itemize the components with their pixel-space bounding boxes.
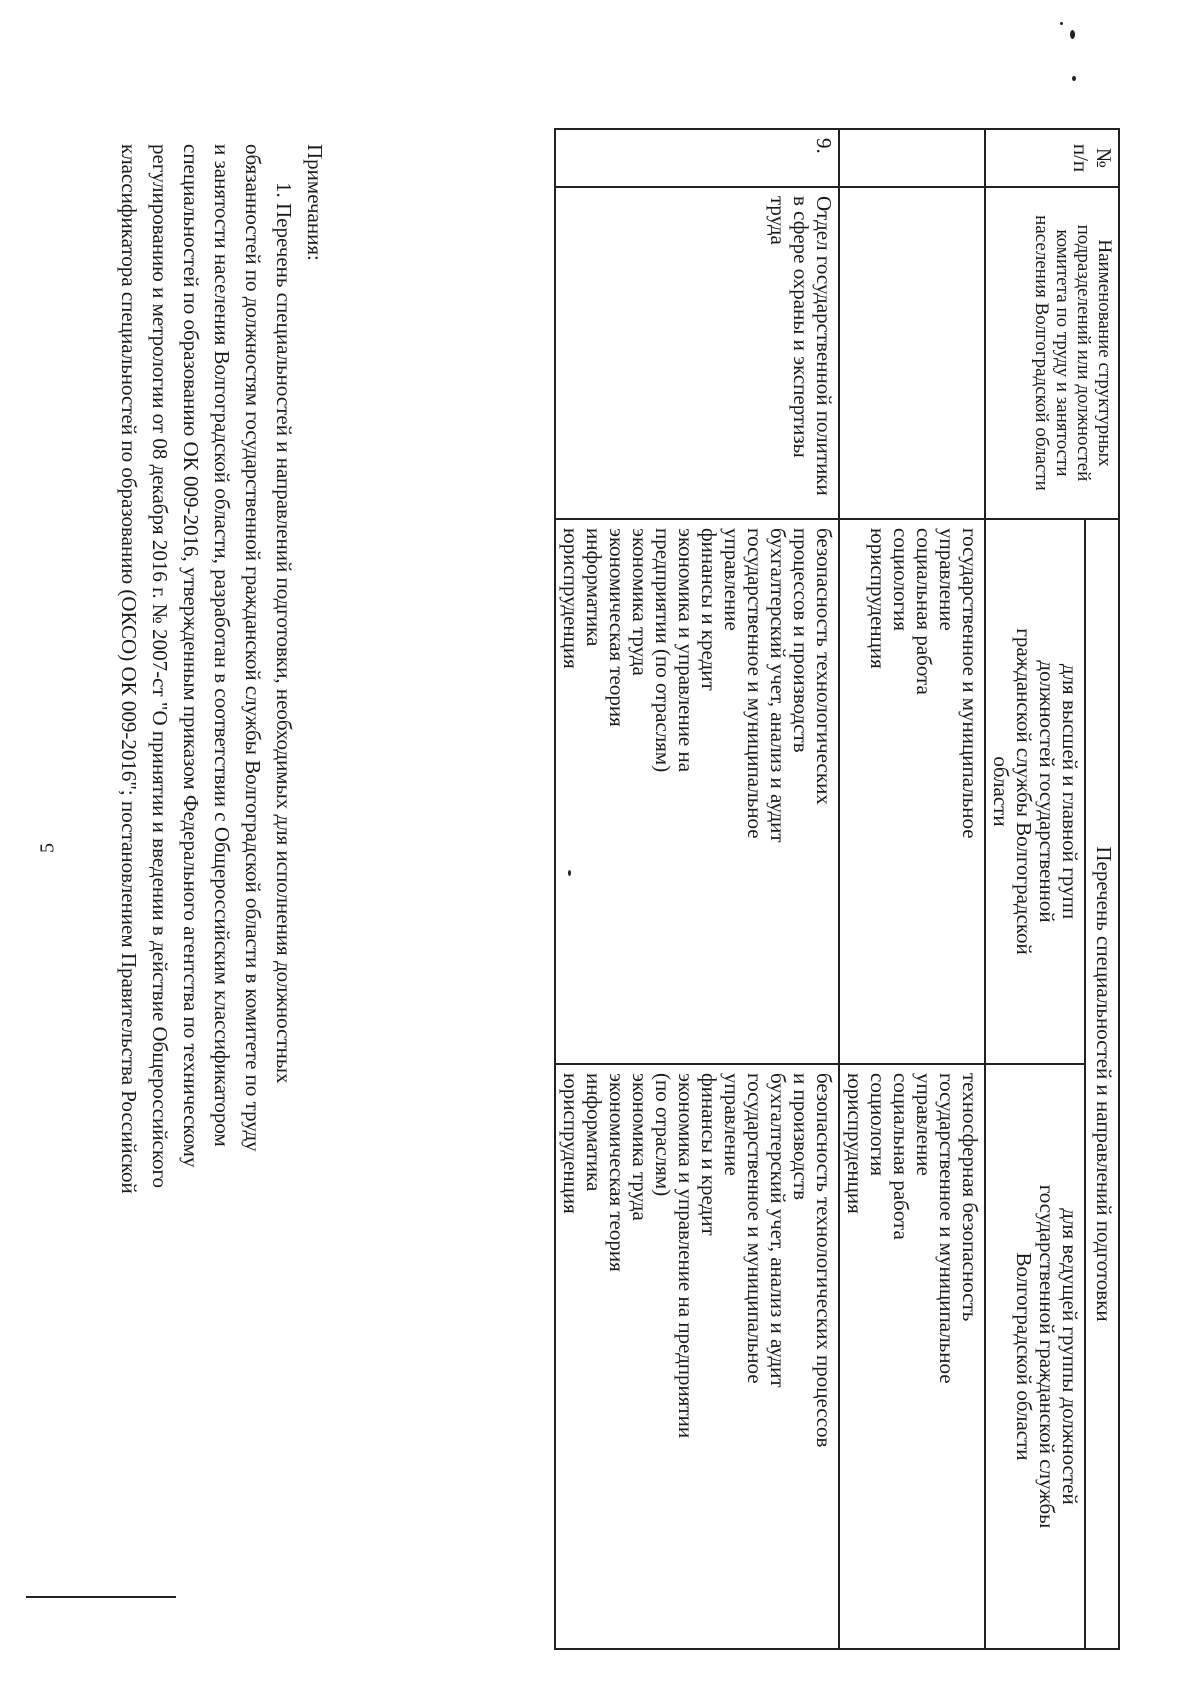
scan-speck	[1060, 22, 1063, 25]
specialties-table	[554, 128, 1120, 1650]
table-row	[839, 129, 985, 1649]
notes-section	[113, 144, 330, 1574]
specialty-item: экономическая теория	[605, 528, 629, 727]
specialty-item: юриспруденция	[559, 1073, 583, 1214]
note-text-line: обязанностей по должностям государственной гражданской службы Волгоградской области в комитете по труду	[241, 144, 265, 1152]
subheader-leading-group	[985, 1064, 1085, 1649]
specialty-item: безопасность технологических	[812, 528, 836, 805]
row-structural-unit: Отдел государственной политики в сфере охраны и экспертизы труда	[555, 187, 839, 519]
specialty-item: социология	[889, 528, 913, 632]
row-leading-specialties	[555, 1064, 839, 1649]
text-line: Волгоградской области	[1012, 1252, 1036, 1461]
row-leading-specialties	[839, 1064, 985, 1649]
specialty-item: информатика	[582, 1073, 606, 1192]
row-number	[839, 129, 985, 187]
specialty-item: социальная работа	[889, 1073, 913, 1240]
notes-title: Примечания:	[303, 144, 327, 261]
specialty-item: и производств	[789, 1073, 813, 1201]
note-text-line: и занятости населения Волгоградской области, разработан в соответствии с Общероссийским классификатором	[210, 144, 234, 1147]
specialty-item: государственное и муниципальное	[935, 1073, 959, 1384]
header-structural-unit: Наименование структурных подразделений или должностей комитета по труду и занятости населения Волгоградской области	[985, 187, 1119, 519]
specialty-item: информатика	[582, 528, 606, 647]
note-text-line: 1. Перечень специальностей и направлений подготовки, необходимых для исполнения должностных	[272, 182, 296, 1084]
specialty-item: управление	[720, 1073, 744, 1176]
rotated-landscape-content	[60, 128, 1120, 1668]
note-text-line: регулированию и метрологии от 08 декабря 2016 г. № 2007-ст "О принятии и введении в действие Общероссийского	[148, 144, 172, 1189]
specialty-item: экономика и управление на предприятии	[674, 1073, 698, 1439]
specialty-item: юриспруденция	[843, 1073, 867, 1214]
subheader-senior-groups	[985, 519, 1085, 1064]
header-specialties: Перечень специальностей и направлений подготовки	[1085, 519, 1119, 1649]
specialty-item: экономика труда	[628, 528, 652, 676]
row-structural-unit	[839, 187, 985, 519]
text-line: должностей государственной	[1035, 660, 1059, 923]
specialty-item: предприятии (по отраслям)	[651, 528, 675, 773]
specialty-item: государственное и муниципальное	[958, 528, 982, 839]
specialty-item: (по отраслям)	[651, 1073, 675, 1197]
scan-speck	[1072, 76, 1076, 81]
specialty-item: управление	[935, 528, 959, 631]
specialty-item: техносферная безопасность	[958, 1073, 982, 1322]
specialty-item: бухгалтерский учет, анализ и аудит	[766, 528, 790, 843]
specialty-item: юриспруденция	[559, 528, 583, 669]
row-number: 9.	[555, 129, 839, 187]
specialty-item: бухгалтерский учет, анализ и аудит	[766, 1073, 790, 1388]
specialty-item: финансы и кредит	[697, 1073, 721, 1236]
specialty-item: экономическая теория	[605, 1073, 629, 1272]
specialty-item: социальная работа	[912, 528, 936, 695]
text-line: государственной гражданской службы	[1035, 1184, 1059, 1529]
specialty-item: экономика и управление на	[674, 528, 698, 773]
page-number: 5	[36, 843, 59, 853]
header-number: № п/п	[985, 129, 1119, 187]
text-line: области	[989, 756, 1013, 827]
text-line: для высшей и главной групп	[1058, 663, 1082, 920]
specialty-item: экономика труда	[628, 1073, 652, 1221]
specialty-item: процессов и производств	[789, 528, 813, 753]
specialty-item: управление	[912, 1073, 936, 1176]
specialty-item: государственное и муниципальное	[743, 1073, 767, 1384]
table-header-row	[1085, 129, 1119, 1649]
note-text-line: классификатора специальностей по образованию (ОКСО) ОК 009-2016"; постановлением Правительства Российской	[117, 144, 141, 1194]
row-senior-specialties	[555, 519, 839, 1064]
specialty-item: социология	[866, 1073, 890, 1177]
specialty-item: финансы и кредит	[697, 528, 721, 691]
row-senior-specialties	[839, 519, 985, 1064]
specialty-item: безопасность технологических процессов	[812, 1073, 836, 1448]
specialty-item: управление	[720, 528, 744, 631]
text-line: для ведущей группы должностей	[1058, 1208, 1082, 1505]
text-line: гражданской службы Волгоградской	[1012, 628, 1036, 955]
specialty-item: государственное и муниципальное	[743, 528, 767, 839]
note-text-line: специальностей по образованию ОК 009-2016, утвержденным приказом Федерального агентства по техническому	[179, 144, 203, 1168]
table-row	[555, 129, 839, 1649]
specialty-item: юриспруденция	[866, 528, 890, 669]
scan-speck	[1070, 30, 1075, 39]
